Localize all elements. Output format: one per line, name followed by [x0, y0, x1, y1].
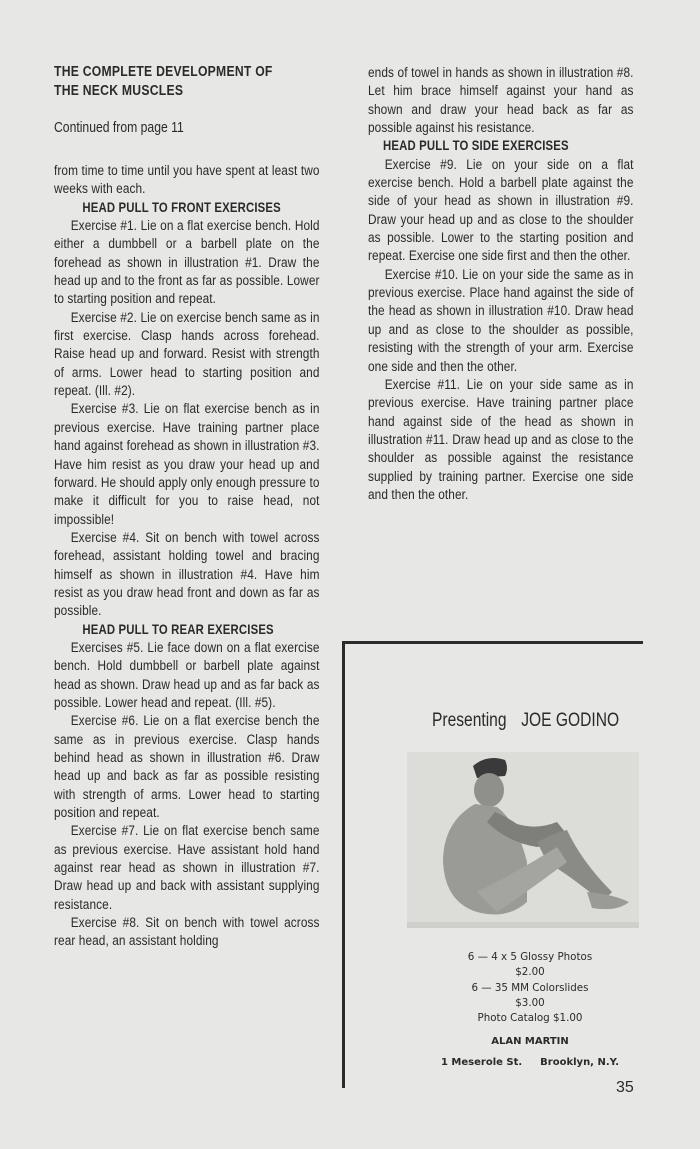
body-paragraph: Exercise #8. Sit on bench with towel across rear head, an assistant holding	[54, 915, 320, 950]
offer-photo-catalog: Photo Catalog $1.00	[477, 1012, 583, 1025]
body-paragraph: Exercises #5. Lie face down on a flat exercise bench. Hold dumbbell or barbell plate against head as shown. Draw head up and as far back as possible. Lower head and repeat. (Ill. #5).	[54, 639, 320, 711]
section-heading: HEAD PULL TO FRONT EXERCISES	[82, 199, 281, 215]
offer-colorslides: 6 — 35 MM Colorslides	[471, 981, 589, 994]
body-paragraph: Exercise #10. Lie on your side the same as in previous exercise. Place hand against the side of the head as shown in illustration #10. Draw head up and as close to the shoulder as possible, resisting with the strength of your arm. Exercise one side and then the other.	[368, 266, 634, 375]
body-paragraph: Exercise #7. Lie on flat exercise bench same as previous exercise. Have assistant hold hand against rear head as shown in illustration #7. Draw head up and back with assistant supplying resistance.	[54, 823, 320, 913]
ad-offers	[400, 950, 660, 1026]
ad-address-street: 1 Meserole St.	[440, 1057, 523, 1068]
ad-seller: ALAN MARTIN	[491, 1036, 569, 1047]
ad-model-name: JOE GODINO	[521, 710, 620, 731]
article-title	[54, 63, 331, 101]
ad-headline	[432, 710, 619, 732]
page-number: 35	[616, 1079, 634, 1096]
body-paragraph: Exercise #4. Sit on bench with towel across forehead, assistant holding towel and bracing himself as shown in illustration #4. Have him resist as you draw head front and down as far as possible.	[54, 529, 320, 620]
ad-address-city: Brooklyn, N.Y.	[540, 1057, 620, 1068]
body-paragraph: Exercise #1. Lie on a flat exercise bench. Hold either a dumbbell or a barbell plate on the forehead as shown in illustration #1. Draw the head up and to the front as far as possible. Lower to starting position and repeat.	[54, 218, 320, 308]
seated-bodybuilder-photo-icon	[407, 752, 639, 928]
article-title-line-1: THE COMPLETE DEVELOPMENT OF	[54, 64, 273, 80]
ad-address	[400, 1057, 660, 1068]
body-paragraph: Exercise #9. Lie on your side on a flat exercise bench. Hold a barbell plate against the side of your head as shown in illustration #9. Draw your head up and as close to the shoulder as possible. Lower to the starting position and repeat. Exercise one side first and then the other.	[368, 156, 634, 265]
ad-box-left-rule	[342, 641, 345, 1088]
article-title-line-2: THE NECK MUSCLES	[54, 83, 184, 99]
body-paragraph: from time to time until you have spent at least two weeks with each.	[54, 163, 320, 198]
section-heading: HEAD PULL TO REAR EXERCISES	[82, 621, 274, 637]
body-paragraph: Exercise #11. Lie on your side same as in previous exercise. Have training partner place hand against side of the head as shown in illustration #11. Draw head up and as close to the shoulder as possible against the resistance supplied by training partner. Exercise one side and then the other.	[368, 376, 634, 503]
body-paragraph: Exercise #6. Lie on a flat exercise bench the same as in previous exercise. Clasp hands behind head as shown in illustration #6. Draw head up and back as far as possible resisting with strength of arms. Lower head to starting position and repeat.	[54, 713, 320, 822]
section-heading: HEAD PULL TO SIDE EXERCISES	[383, 138, 569, 154]
right-column	[368, 64, 634, 504]
body-paragraph: Exercise #3. Lie on flat exercise bench as in previous exercise. Have training partner place hand against forehead as shown in illustration #3. Have him resist as you draw your head up and forward. He should apply only enough pressure to make it difficult for you to raise head, not impossible!	[54, 401, 320, 528]
ad-box-top-rule	[343, 641, 643, 644]
offer-glossy-photos: 6 — 4 x 5 Glossy Photos	[467, 951, 593, 963]
left-column	[54, 162, 320, 951]
body-paragraph: Exercise #2. Lie on exercise bench same as in first exercise. Clasp hands across forehead. Raise head up and forward. Resist with strength of arms. Lower head to starting position and repeat. (Ill. #2).	[54, 309, 320, 400]
body-paragraph: ends of towel in hands as shown in illustration #8. Let him brace himself against your hand as shown and draw your head back as far as possible against his resistance.	[368, 65, 634, 137]
offer-colorslides-price: $3.00	[515, 996, 545, 1009]
continued-note: Continued from page 11	[54, 120, 184, 136]
offer-glossy-price: $2.00	[515, 966, 545, 979]
ad-presenting: Presenting	[432, 710, 507, 731]
